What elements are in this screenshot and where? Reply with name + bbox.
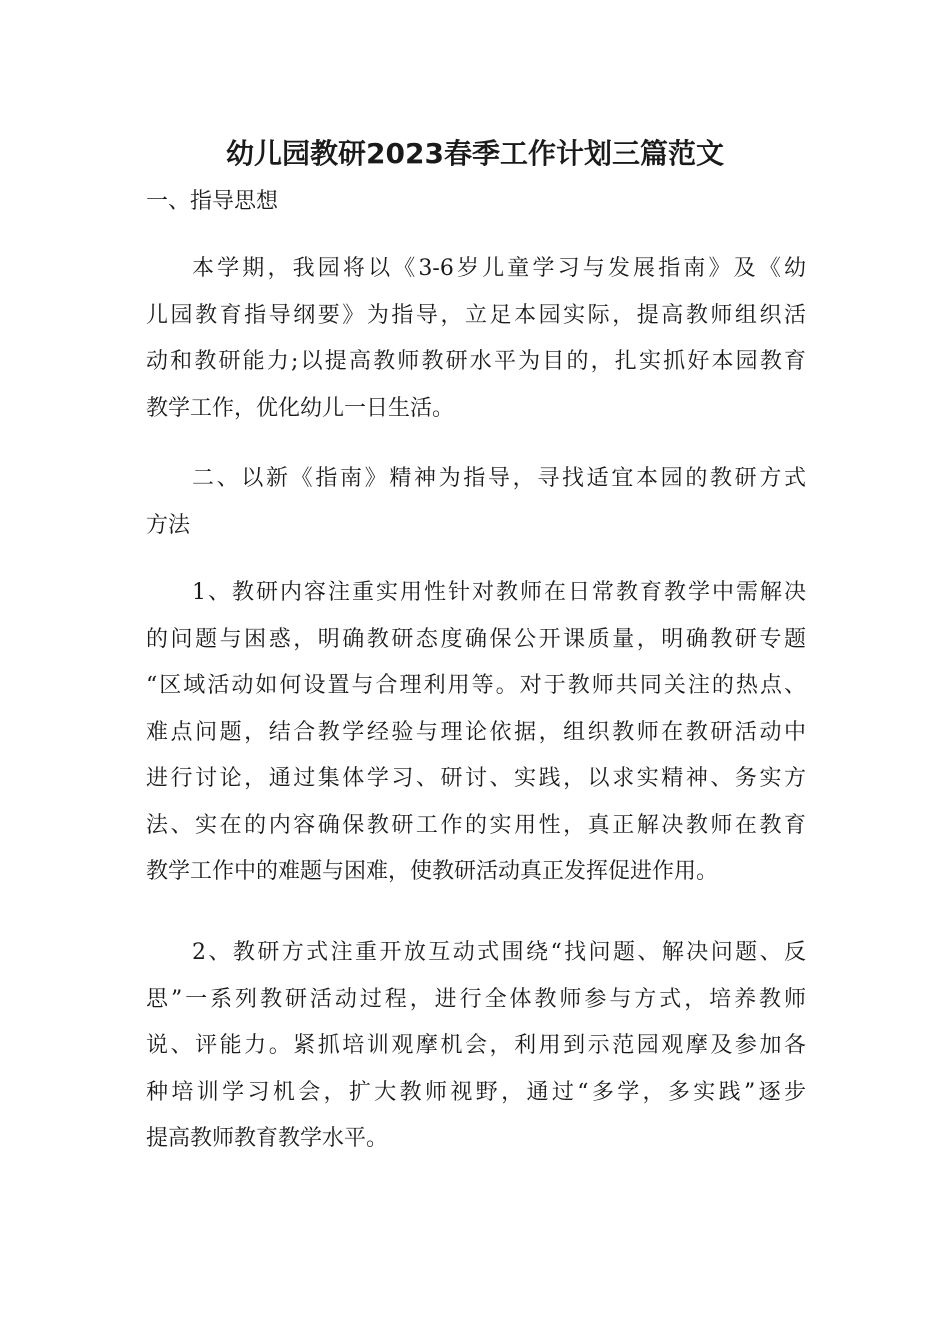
- paragraph-intro: [146, 246, 806, 432]
- paragraph-line: 说、评能力。紧抓培训观摩机会，利用到示范园观摩及参加各: [146, 1033, 806, 1058]
- paragraph-line: “区域活动如何设置与合理利用等。对于教师共同关注的热点、: [146, 673, 806, 698]
- paragraph-line: 2、教研方式注重开放互动式围绕“找问题、解决问题、反: [192, 940, 806, 965]
- paragraph-line: 的问题与困惑，明确教研态度确保公开课质量，明确教研专题: [146, 626, 806, 652]
- paragraph-line: 方法: [146, 512, 191, 538]
- paragraph-line: 教学工作中的难题与困难，使教研活动真正发挥促进作用。: [146, 859, 719, 884]
- paragraph-line: 二、以新《指南》精神为指导，寻找适宜本园的教研方式: [192, 466, 806, 491]
- paragraph-line: 教学工作，优化幼儿一日生活。: [146, 395, 455, 421]
- paragraph-line: 种培训学习机会，扩大教师视野，通过“多学，多实践”逐步: [146, 1079, 806, 1105]
- paragraph-line: 动和教研能力;以提高教师教研水平为目的，扎实抓好本园教育: [146, 349, 806, 374]
- paragraph-line: 难点问题，结合教学经验与理论依据，组织教师在教研活动中: [146, 719, 806, 745]
- paragraph-item-1: [146, 570, 806, 896]
- document-title: 幼儿园教研2023春季工作计划三篇范文: [226, 137, 724, 170]
- section-heading-guiding-ideology: 一、指导思想: [146, 189, 279, 214]
- paragraph-line: 进行讨论，通过集体学习、研讨、实践，以求实精神、务实方: [146, 766, 806, 791]
- paragraph-line: 思”一系列教研活动过程，进行全体教师参与方式，培养教师: [146, 986, 806, 1012]
- paragraph-item-2: [146, 930, 806, 1163]
- section-heading-guide-method: [146, 456, 806, 549]
- paragraph-line: 1、教研内容注重实用性针对教师在日常教育教学中需解决: [192, 580, 806, 605]
- paragraph-line: 儿园教育指导纲要》为指导，立足本园实际，提高教师组织活: [146, 302, 806, 328]
- paragraph-line: 提高教师教育教学水平。: [146, 1126, 389, 1151]
- paragraph-line: 法、实在的内容确保教研工作的实用性，真正解决教师在教育: [146, 812, 806, 838]
- paragraph-line: 本学期，我园将以《3-6岁儿童学习与发展指南》及《幼: [192, 256, 806, 281]
